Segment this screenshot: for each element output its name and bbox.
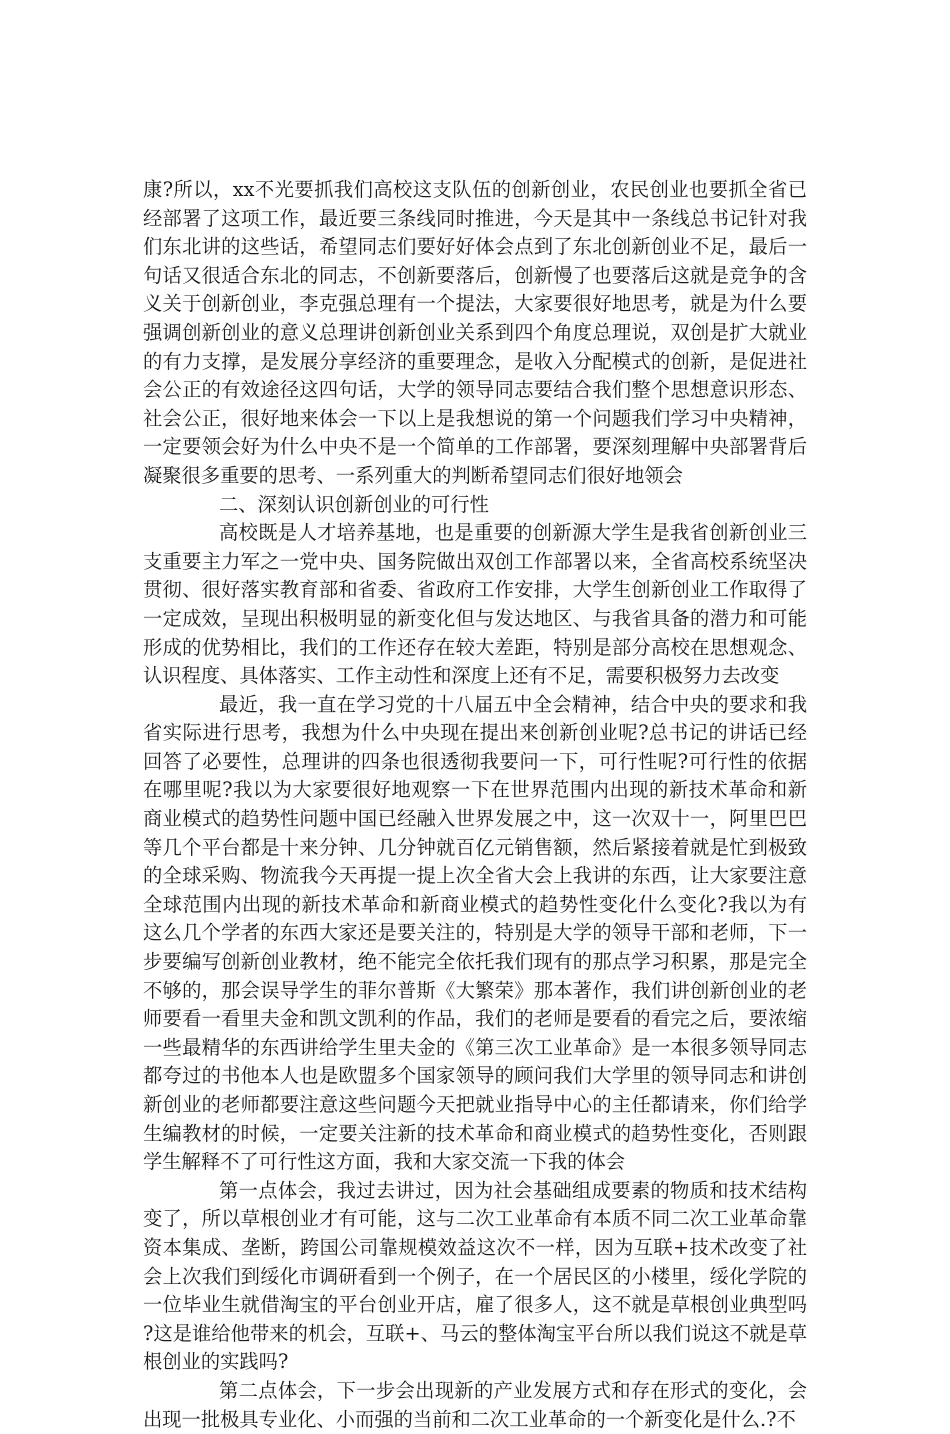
paragraph-1: 康?所以，xx不光要抓我们高校这支队伍的创新创业，农民创业也要抓全省已经部署了这项工作，最近要三条线同时推进，今天是其中一条线总书记针对我们东北讲的这些话，希望同志们要好好体会点到了东北创新创业不足，最后一句话又很适合东北的同志，不创新要落后，创新慢了也要落后这就是竞争的含义关于创新创业，李克强总理有一个提法，大家要很好地思考，就是为什么要强调创新创业的意义总理讲创新创业关系到四个角度总理说，双创是扩大就业的有力支撑，是发展分享经济的重要理念，是收入分配模式的创新，是促进社会公正的有效途径这四句话，大学的领导同志要结合我们整个思想意识形态、社会公正，很好地来体会一下以上是我想说的第一个问题我们学习中央精神，一定要领会好为什么中央不是一个简单的工作部署，要深刻理解中央部署背后凝聚很多重要的思考、一系列重大的判断希望同志们很好地领会 [143,178,807,487]
paragraph-2: 高校既是人才培养基地，也是重要的创新源大学生是我省创新创业三支重要主力军之一党中央、国务院做出双创工作部署以来，全省高校系统坚决贯彻、很好落实教育部和省委、省政府工作安排，大学生创新创业工作取得了一定成效，呈现出积极明显的新变化但与发达地区、与我省具备的潜力和可能形成的优势相比，我们的工作还存在较大差距，特别是部分高校在思想观念、认识程度、具体落实、工作主动性和深度上还有不足，需要积极努力去改变 [143,521,807,688]
section-heading: 二、深刻认识创新创业的可行性 [219,492,489,516]
document-body [143,176,807,1434]
paragraph-3: 最近，我一直在学习党的十八届五中全会精神，结合中央的要求和我省实际进行思考，我想为什么中央现在提出来创新创业呢?总书记的讲话已经回答了必要性，总理讲的四条也很透彻我要问一下，可行性呢?可行性的依据在哪里呢?我以为大家要很好地观察一下在世界范围内出现的新技术革命和新商业模式的趋势性问题中国已经融入世界发展之中，这一次双十一，阿里巴巴等几个平台都是十来分钟、几分钟就百亿元销售额，然后紧接着就是忙到极致的全球采购、物流我今天再提一提上次全省大会上我讲的东西，让大家要注意全球范围内出现的新技术革命和新商业模式的趋势性变化什么变化?我以为有这么几个学者的东西大家还是要关注的，特别是大学的领导干部和老师，下一步要编写创新创业教材，绝不能完全依托我们现有的那点学习积累，那是完全不够的，那会误导学生的菲尔普斯《大繁荣》那本著作，我们讲创新创业的老师要看一看里夫金和凯文凯利的作品，我们的老师是要看的看完之后，要浓缩一些最精华的东西讲给学生里夫金的《第三次工业革命》是一本很多领导同志都夸过的书他本人也是欧盟多个国家领导的顾问我们大学里的领导同志和讲创新创业的老师都要注意这些问题今天把就业指导中心的主任都请来，你们给学生编教材的时候，一定要关注新的技术革命和商业模式的趋势性变化，否则跟学生解释不了可行性这方面，我和大家交流一下我的体会 [143,692,807,1174]
paragraph-5: 第二点体会，下一步会出现新的产业发展方式和存在形式的变化，会出现一批极具专业化、小而强的当前和二次工业革命的一个新变化是什么.?不 [143,1378,807,1431]
paragraph-4: 第一点体会，我过去讲过，因为社会基础组成要素的物质和技术结构变了，所以草根创业才有可能，这与二次工业革命有本质不同二次工业革命靠资本集成、垄断，跨国公司靠规模效益这次不一样，因为互联+技术改变了社会上次我们到绥化市调研看到一个例子，在一个居民区的小楼里，绥化学院的一位毕业生就借淘宝的平台创业开店，雇了很多人，这不就是草根创业典型吗?这是谁给他带来的机会，互联+、马云的整体淘宝平台所以我们说这不就是草根创业的实践吗? [143,1178,807,1374]
